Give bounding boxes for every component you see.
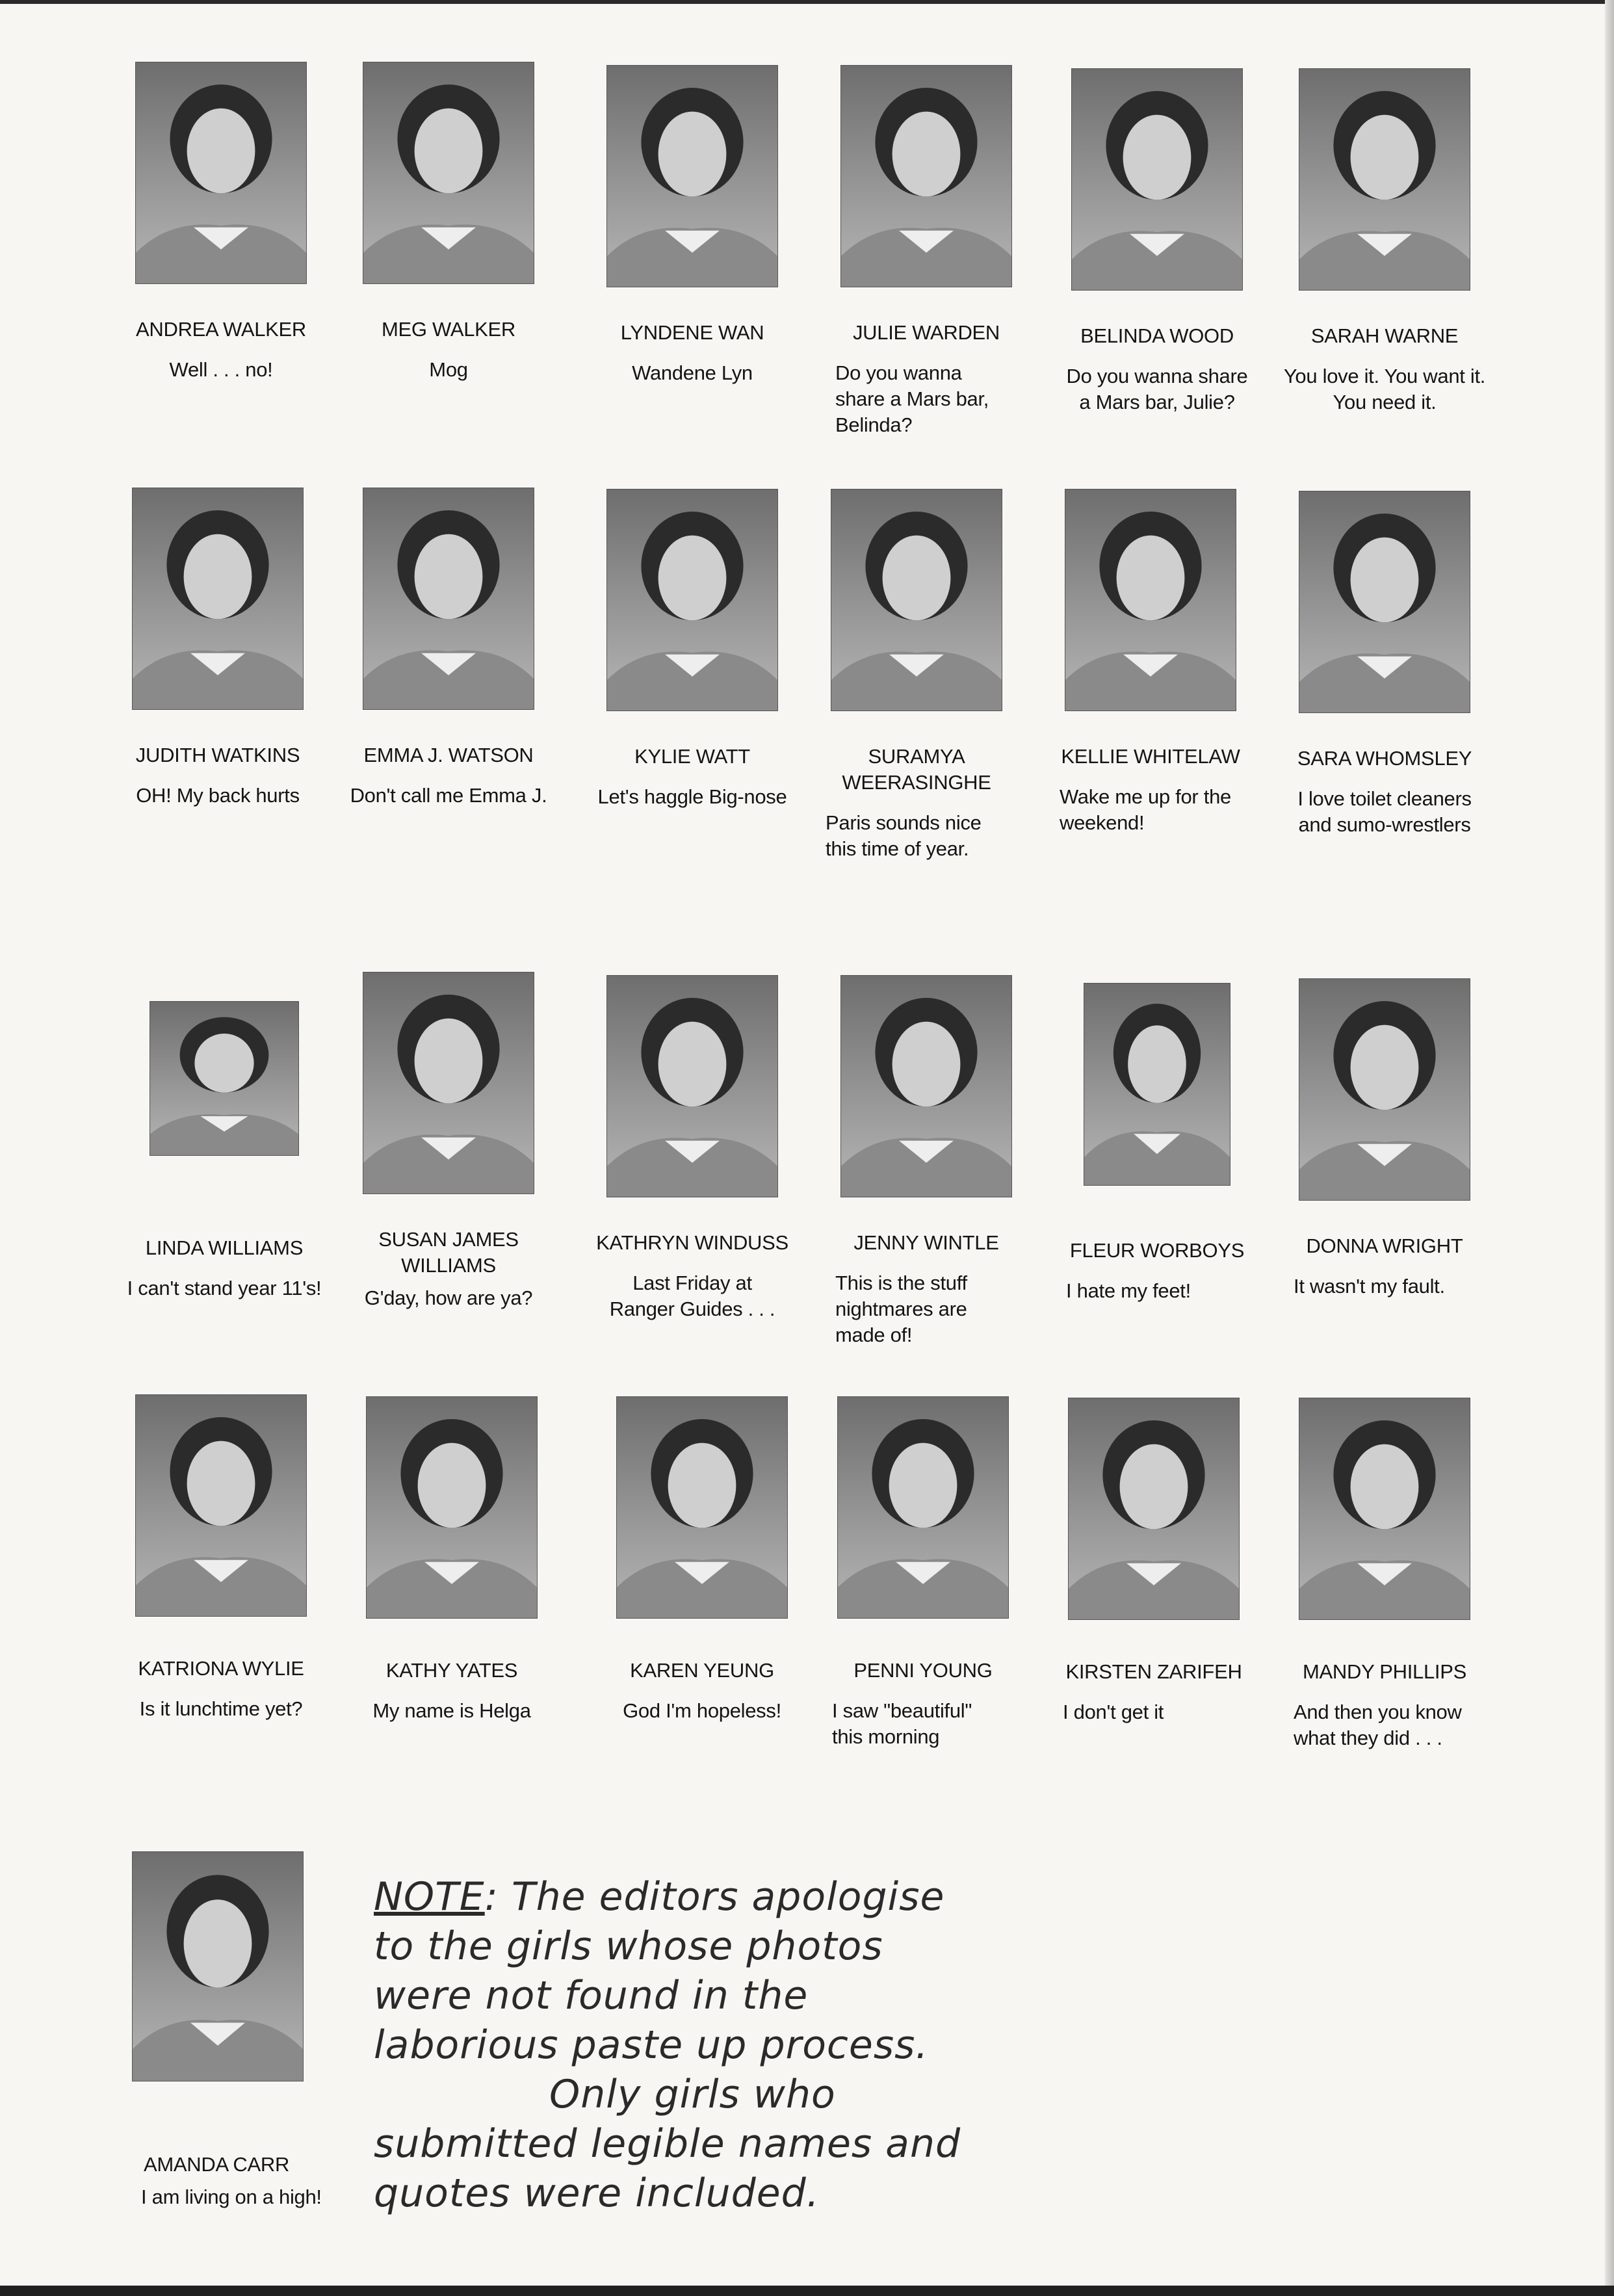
student-quote: Do you wanna share a Mars bar, Julie? xyxy=(1066,365,1248,413)
student-entry xyxy=(107,1851,328,2210)
student-name: LYNDENE WAN xyxy=(620,321,764,344)
student-name: KATHY YATES xyxy=(385,1659,518,1682)
portrait-silhouette xyxy=(831,489,1002,711)
student-quote: I am living on a high! xyxy=(141,2185,322,2208)
editors-note-line: Only girls who xyxy=(549,2072,836,2117)
student-photo xyxy=(363,488,534,710)
portrait-silhouette xyxy=(150,1002,298,1155)
student-name: ANDREA WALKER xyxy=(136,318,306,341)
portrait-silhouette xyxy=(607,976,777,1197)
portrait-silhouette xyxy=(607,489,777,711)
student-photo xyxy=(837,1396,1009,1619)
student-entry xyxy=(1274,68,1495,415)
student-quote: Let's haggle Big-nose xyxy=(597,785,787,808)
student-name: JENNY WINTLE xyxy=(853,1231,999,1254)
student-quote: I don't get it xyxy=(1063,1701,1164,1723)
student-name: KATRIONA WYLIE xyxy=(138,1657,304,1680)
student-name: KAREN YEUNG xyxy=(630,1659,774,1682)
student-name: PENNI YOUNG xyxy=(853,1659,993,1682)
student-quote: And then you know what they did . . . xyxy=(1294,1701,1462,1749)
student-entry xyxy=(1274,978,1495,1299)
student-photo xyxy=(831,489,1002,711)
portrait-silhouette xyxy=(136,62,306,283)
student-quote: You love it. You want it. You need it. xyxy=(1283,365,1486,413)
student-entry xyxy=(582,975,803,1322)
student-photo xyxy=(363,62,534,284)
portrait-silhouette xyxy=(617,1397,787,1618)
portrait-silhouette xyxy=(1299,69,1470,290)
student-quote: I saw "beautiful" this morning xyxy=(832,1699,972,1748)
student-name: AMANDA CARR xyxy=(144,2153,290,2176)
student-entry xyxy=(1043,1398,1264,1725)
student-quote: Don't call me Emma J. xyxy=(350,784,547,807)
student-photo xyxy=(366,1396,538,1619)
student-entry xyxy=(338,488,559,809)
student-photo xyxy=(606,65,778,287)
student-name: MEG WALKER xyxy=(382,318,515,341)
student-quote: God I'm hopeless! xyxy=(623,1699,781,1722)
student-photo xyxy=(840,975,1012,1197)
student-entry xyxy=(582,489,803,810)
student-quote: I hate my feet! xyxy=(1066,1279,1191,1302)
student-name: JULIE WARDEN xyxy=(852,321,1000,344)
editors-note-line: laborious paste up process. xyxy=(374,2022,929,2068)
student-name: LINDA WILLIAMS xyxy=(145,1236,304,1259)
portrait-silhouette xyxy=(1084,984,1230,1185)
student-entry xyxy=(813,1396,1034,1750)
student-entry xyxy=(1047,68,1268,415)
student-entry xyxy=(111,1394,332,1722)
student-entry xyxy=(338,62,559,383)
student-quote: Last Friday at Ranger Guides . . . xyxy=(609,1272,775,1320)
student-photo xyxy=(616,1396,788,1619)
student-photo xyxy=(1068,1398,1240,1620)
student-photo xyxy=(1299,68,1470,291)
student-photo xyxy=(135,1394,307,1617)
portrait-silhouette xyxy=(133,488,303,709)
editors-note-label: NOTE xyxy=(374,1874,485,1920)
editors-note-line: quotes were included. xyxy=(374,2171,820,2216)
student-photo xyxy=(132,488,304,710)
editors-note-line: submitted legible names and xyxy=(374,2121,961,2167)
student-quote: Well . . . no! xyxy=(169,358,273,381)
student-entry xyxy=(806,489,1027,862)
student-quote: I love toilet cleaners and sumo-wrestlers xyxy=(1297,787,1472,836)
student-quote: Wandene Lyn xyxy=(632,361,753,384)
student-name: SARA WHOMSLEY xyxy=(1297,747,1472,770)
student-entry xyxy=(582,65,803,386)
student-name: KELLIE WHITELAW xyxy=(1061,745,1240,768)
student-quote: I can't stand year 11's! xyxy=(127,1277,322,1299)
page-top-edge xyxy=(0,0,1614,4)
student-photo xyxy=(1299,1398,1470,1620)
student-entry xyxy=(1040,489,1261,836)
portrait-silhouette xyxy=(1069,1398,1239,1619)
student-entry xyxy=(1274,491,1495,838)
student-quote: My name is Helga xyxy=(372,1699,531,1722)
portrait-silhouette xyxy=(1299,1398,1470,1619)
student-name: SURAMYA WEERASINGHE xyxy=(842,745,991,794)
student-photo xyxy=(1084,983,1230,1186)
student-quote: OH! My back hurts xyxy=(136,784,300,807)
portrait-silhouette xyxy=(136,1395,306,1616)
student-quote: This is the stuff nightmares are made of! xyxy=(835,1272,967,1346)
portrait-silhouette xyxy=(1072,69,1242,290)
portrait-silhouette xyxy=(1065,489,1236,711)
student-entry xyxy=(1047,975,1268,1304)
portrait-silhouette xyxy=(367,1397,537,1618)
student-photo xyxy=(1299,491,1470,713)
editors-note xyxy=(374,1872,1076,2218)
editors-note-line: were not found in the xyxy=(374,1973,809,2018)
student-photo xyxy=(606,489,778,711)
portrait-silhouette xyxy=(1299,979,1470,1200)
student-quote: It wasn't my fault. xyxy=(1294,1275,1445,1298)
student-quote: Paris sounds nice this time of year. xyxy=(826,811,982,860)
portrait-silhouette xyxy=(607,66,777,287)
portrait-silhouette xyxy=(363,488,534,709)
student-entry xyxy=(592,1396,813,1724)
editors-note-line: to the girls whose photos xyxy=(374,1924,883,1969)
student-quote: Do you wanna share a Mars bar, Belinda? xyxy=(835,361,989,436)
student-photo xyxy=(1299,978,1470,1201)
portrait-silhouette xyxy=(841,66,1011,287)
student-entry xyxy=(1274,1398,1495,1751)
student-name: KYLIE WATT xyxy=(634,745,750,768)
student-entry xyxy=(341,1396,562,1724)
student-name: JUDITH WATKINS xyxy=(135,744,300,766)
student-quote: G'day, how are ya? xyxy=(364,1286,533,1309)
student-name: MANDY PHILLIPS xyxy=(1303,1660,1466,1683)
student-entry xyxy=(114,972,335,1301)
student-name: FLEUR WORBOYS xyxy=(1069,1239,1245,1262)
student-quote: Is it lunchtime yet? xyxy=(139,1697,303,1720)
portrait-silhouette xyxy=(363,62,534,283)
student-name: KATHRYN WINDUSS xyxy=(596,1231,788,1254)
student-photo xyxy=(1065,489,1236,711)
portrait-silhouette xyxy=(841,976,1011,1197)
student-photo xyxy=(363,972,534,1194)
student-photo xyxy=(150,1001,299,1156)
student-photo xyxy=(840,65,1012,287)
portrait-silhouette xyxy=(838,1397,1008,1618)
student-name: KIRSTEN ZARIFEH xyxy=(1065,1660,1242,1683)
student-entry xyxy=(338,972,559,1311)
student-entry xyxy=(816,65,1037,438)
page-bottom-edge xyxy=(0,2286,1614,2296)
student-quote: Wake me up for the weekend! xyxy=(1060,785,1231,834)
student-photo xyxy=(1071,68,1243,291)
student-name: DONNA WRIGHT xyxy=(1306,1234,1463,1257)
portrait-silhouette xyxy=(1299,491,1470,712)
student-entry xyxy=(816,975,1037,1348)
student-entry xyxy=(107,488,328,809)
editors-note-line: NOTE: The editors apologise xyxy=(374,1874,945,1920)
student-name: SUSAN JAMES WILLIAMS xyxy=(378,1228,519,1277)
student-name: BELINDA WOOD xyxy=(1080,324,1234,347)
student-entry xyxy=(111,62,332,383)
student-quote: Mog xyxy=(429,358,468,381)
student-name: SARAH WARNE xyxy=(1310,324,1459,347)
page-right-edge xyxy=(1605,0,1614,2296)
student-photo xyxy=(135,62,307,284)
portrait-silhouette xyxy=(363,972,534,1194)
student-name: EMMA J. WATSON xyxy=(363,744,534,766)
portrait-silhouette xyxy=(133,1852,303,2081)
student-photo xyxy=(606,975,778,1197)
student-photo xyxy=(132,1851,304,2081)
